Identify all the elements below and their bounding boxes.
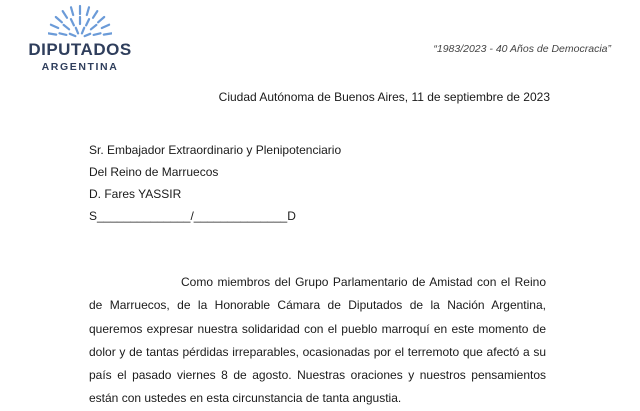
hemicycle-ray bbox=[82, 28, 84, 34]
letter-body bbox=[89, 271, 546, 411]
hemicycle-ray bbox=[91, 25, 97, 29]
hemicycle-ray bbox=[94, 33, 101, 35]
hemicycle-ray bbox=[70, 34, 76, 36]
recipient-name: D. Fares YASSIR bbox=[89, 187, 182, 201]
hemicycle-ray bbox=[71, 7, 73, 15]
hemicycle-ray bbox=[60, 33, 67, 35]
recipient-salutation: S______________/______________D bbox=[89, 209, 296, 223]
hemicycle-ray bbox=[93, 11, 97, 18]
letter-body-text: Como miembros del Grupo Parlamentario de Amistad con el Reino de Marruecos, de la Honorable Cámara de Diputados de la Nación Argentina, queremos expresar nuestra solidaridad con el pueblo marroquí en este momento de dolor y de tantas pérdidas irreparables, ocasionadas por el terremoto que afectó a su país el pasado viernes 8 de agosto. Nuestras oraciones y nuestros pensamientos están con ustedes en esta circunstancia de tanta angustia. bbox=[89, 275, 546, 406]
hemicycle-ray bbox=[76, 28, 78, 34]
hemicycle-ray bbox=[64, 25, 70, 29]
hemicycle-icon bbox=[48, 4, 112, 40]
hemicycle-ray bbox=[86, 19, 89, 25]
hemicycle-ray bbox=[56, 17, 62, 22]
hemicycle-ray bbox=[63, 11, 67, 18]
motto: “1983/2023 - 40 Años de Democracia” bbox=[433, 43, 611, 55]
hemicycle-ray bbox=[98, 17, 104, 22]
recipient-title: Sr. Embajador Extraordinario y Plenipotenciario bbox=[89, 143, 342, 157]
logo-title: DIPUTADOS bbox=[28, 40, 132, 59]
hemicycle-ray bbox=[85, 34, 91, 36]
hemicycle-ray bbox=[71, 19, 74, 25]
recipient-country: Del Reino de Marruecos bbox=[89, 165, 219, 179]
hemicycle-ray bbox=[51, 25, 58, 28]
logo-subtitle: ARGENTINA bbox=[41, 61, 119, 73]
diputados-logo bbox=[28, 4, 132, 74]
hemicycle-ray bbox=[104, 33, 112, 34]
hemicycle-ray bbox=[87, 7, 89, 15]
hemicycle-ray bbox=[48, 33, 56, 34]
hemicycle-ray bbox=[102, 25, 109, 28]
dateline: Ciudad Autónoma de Buenos Aires, 11 de septiembre de 2023 bbox=[218, 90, 550, 104]
